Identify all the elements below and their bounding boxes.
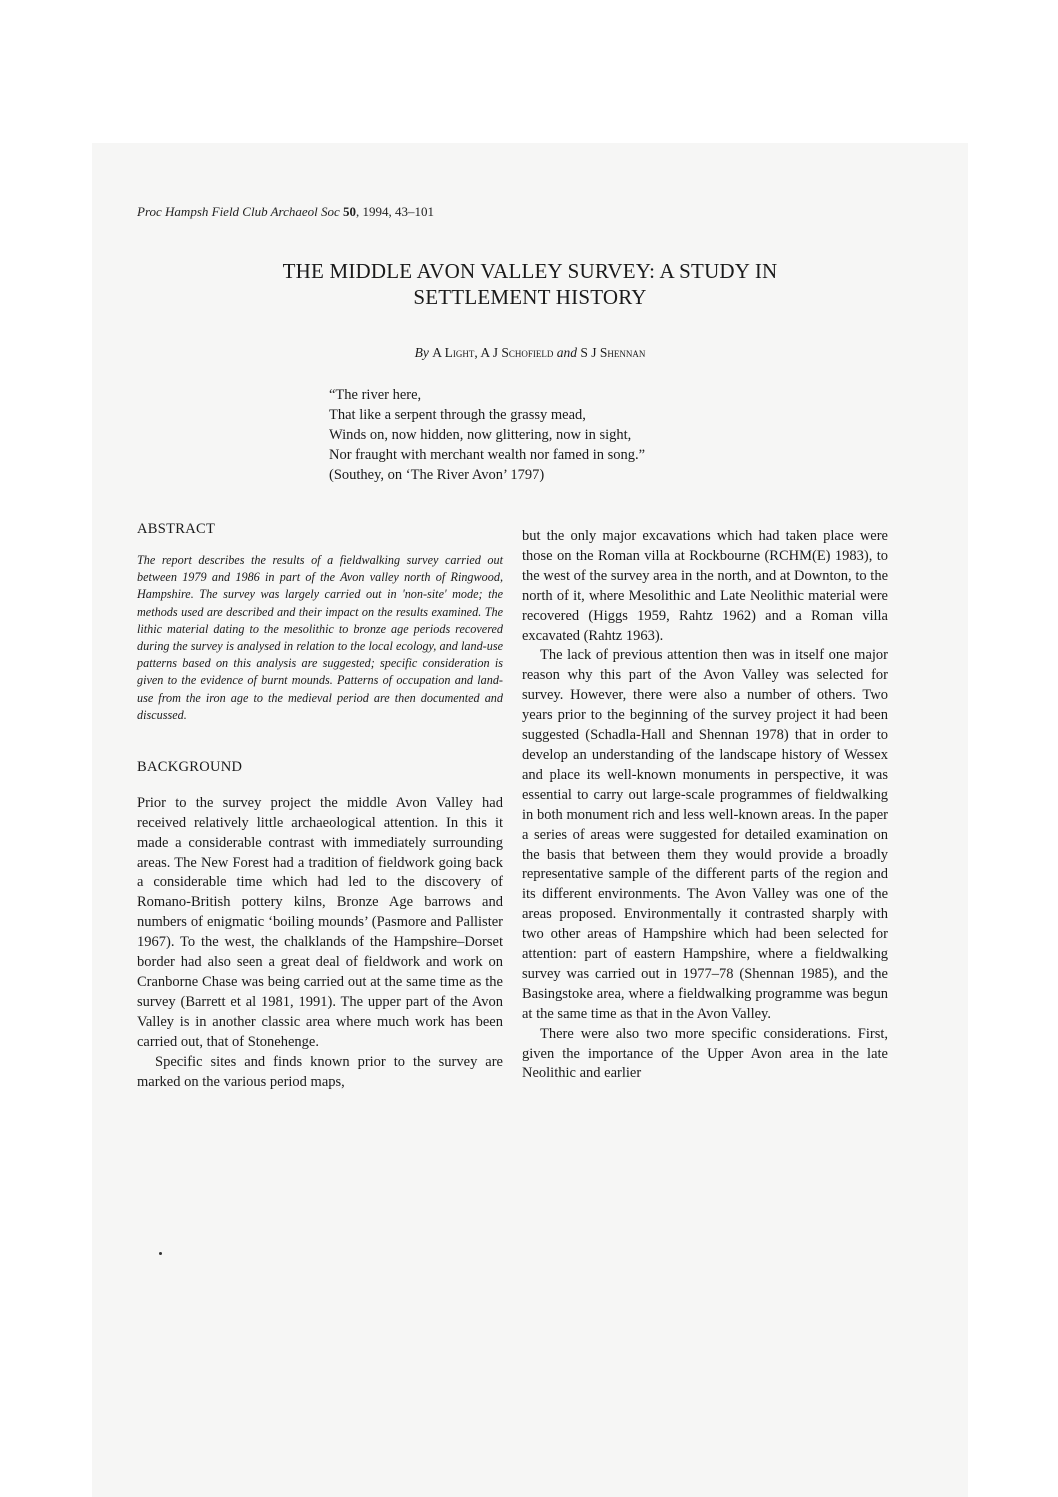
author-3: S J Shennan: [580, 345, 646, 360]
and-label: and: [556, 345, 577, 360]
epigraph-line: Winds on, now hidden, now glittering, now in sight,: [329, 427, 632, 443]
background-paragraph-1: Prior to the survey project the middle Avon Valley had received relatively little archaeological attention. In this it made a considerable contrast with immediately surrounding areas. The New Forest had a tradition of fieldwork going back a considerable time which had led to the discovery of Romano-British pottery kilns, Bronze Age barrows and numbers of enigmatic ‘boiling mounds’ (Pasmore and Pallister 1967). To the west, the chalklands of the Hampshire–Dorset border had also seen a great deal of fieldwork and work on Cranborne Chase was being carried out at the same time as the survey (Barrett et al 1981, 1991). The upper part of the Avon Valley is in another classic area where much work has been carried out, that of Stonehenge.: [137, 794, 503, 1050]
title-line-2: SETTLEMENT HISTORY: [413, 285, 647, 309]
right-paragraph-3: There were also two more specific considerations. First, given the importance of the Upper Avon area in the late Neolithic and earlier: [522, 1025, 888, 1082]
page-speck: [159, 1252, 162, 1255]
journal-pages: , 1994, 43–101: [356, 204, 435, 219]
journal-name: Proc Hampsh Field Club Archaeol Soc: [137, 204, 344, 219]
journal-citation: [137, 204, 434, 220]
abstract-heading: ABSTRACT: [137, 521, 216, 537]
epigraph-line: “The river here,: [329, 387, 422, 403]
author-2: A J Schofield: [480, 345, 554, 360]
epigraph: [329, 385, 645, 485]
background-heading: BACKGROUND: [137, 758, 243, 775]
author-1: A Light,: [432, 345, 481, 360]
by-label: By: [414, 345, 429, 360]
abstract-text: The report describes the results of a fieldwalking survey carried out between 1979 and 1986 in part of the Avon valley north of Ringwood, Hampshire. The survey was largely carried out in 'non-site' mode; the methods used are described and their impact on the results examined. The lithic material dating to the mesolithic to bronze age periods recovered during the survey is analysed in relation to the local ecology, and land-use patterns based on this analysis are suggested; specific consideration is given to the evidence of burnt mounds. Patterns of occupation and land-use from the iron age to the medieval period are then documented and discussed.: [137, 552, 503, 722]
background-paragraph-2: Specific sites and finds known prior to the survey are marked on the various period maps,: [137, 1053, 503, 1090]
journal-volume: 50: [343, 204, 357, 219]
epigraph-line: That like a serpent through the grassy mead,: [329, 407, 586, 423]
title-line-1: THE MIDDLE AVON VALLEY SURVEY: A STUDY IN: [282, 259, 778, 283]
right-paragraph-1: but the only major excavations which had taken place were those on the Roman villa at Rockbourne (RCHM(E) 1983), to the west of the survey area in the north, and at Downton, to the north of it, where Mesolithic and Late Neolithic material were recovered (Higgs 1959, Rahtz 1962) and a Roman villa excavated (Rahtz 1963).: [522, 528, 888, 644]
author-line: [137, 345, 923, 361]
left-column: [137, 520, 503, 1092]
epigraph-attribution: (Southey, on ‘The River Avon’ 1797): [329, 467, 545, 483]
epigraph-line: Nor fraught with merchant wealth nor famed in song.”: [329, 447, 646, 463]
right-paragraph-2: The lack of previous attention then was in itself one major reason why this part of the Avon Valley was selected for survey. However, there were also a number of others. Two years prior to the beginning of the survey project it had been suggested (Schadla-Hall and Shennan 1978) that in order to develop an understanding of the landscape history of Wessex and place its well-known monuments in perspective, it was essential to carry out large-scale programmes of fieldwalking in both monument rich and less well-known areas. In the paper a series of areas were suggested for detailed examination on the basis that between them they would provide a broadly representative sample of the different parts of the region and its different environments. The Avon Valley was one of the areas proposed. Environmentally it contrasted sharply with two other areas of Hampshire which had been selected for attention: part of eastern Hampshire, where a fieldwalking survey was carried out in 1977–78 (Shennan 1985), and the Basingstoke area, where a fieldwalking programme was begun at the same time as that in the Avon Valley.: [522, 647, 888, 1022]
paper-title: [137, 258, 923, 310]
right-column: [522, 527, 888, 1084]
